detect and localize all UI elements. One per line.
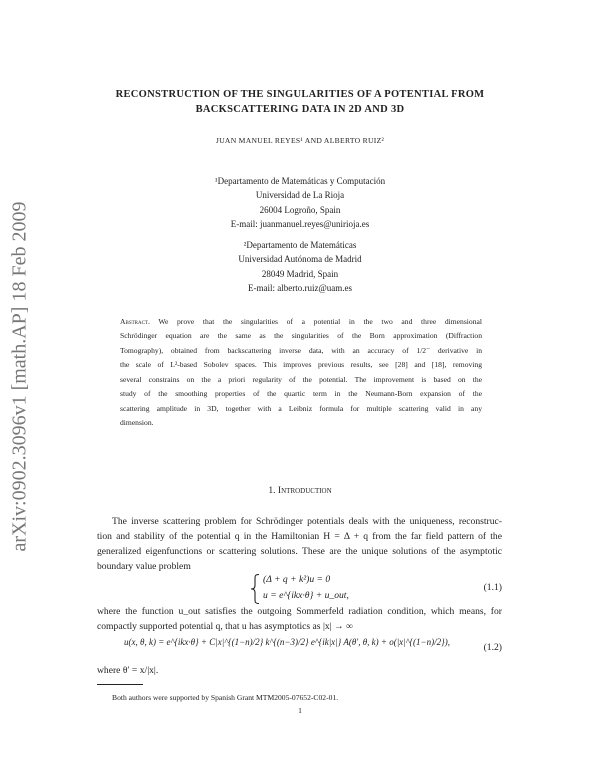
equation-number: (1.1) bbox=[483, 582, 502, 593]
body-line: compactly supported potential q, that u has asymptotics as |x| → ∞ bbox=[97, 621, 353, 632]
equation-brace bbox=[250, 574, 260, 604]
footnote-rule bbox=[97, 684, 143, 685]
abstract-line: Schrödinger equation are the same as the singularities of the Born approximation (Diffraction bbox=[120, 331, 482, 340]
abstract-line: dimension. bbox=[120, 418, 154, 427]
arxiv-stamp: arXiv:0902.3096v1 [math.AP] 18 Feb 2009 bbox=[8, 201, 31, 552]
affiliation-2-email: E-mail: alberto.ruiz@uam.es bbox=[247, 282, 352, 293]
affiliation-2-line: ²Departamento de Matemáticas bbox=[243, 240, 357, 250]
body-line: boundary value problem bbox=[97, 561, 191, 572]
authors: JUAN MANUEL REYES¹ AND ALBERTO RUIZ² bbox=[215, 136, 385, 145]
affiliation-2-line: 28049 Madrid, Spain bbox=[261, 268, 339, 279]
affiliation-1-line: Universidad de La Rioja bbox=[255, 190, 345, 201]
page-number: 1 bbox=[298, 706, 302, 715]
affiliation-1 bbox=[0, 174, 600, 231]
body-line: where the function u_out satisfies the outgoing Sommerfeld radiation condition, which means, for bbox=[97, 606, 502, 617]
body-line: tion and stability of the potential q in the Hamiltonian H = Δ + q from the far field pattern of the bbox=[97, 531, 502, 542]
abstract-line: the scale of L²-based Sobolev spaces. This improves previous results, see [28] and [18], removing bbox=[120, 360, 482, 369]
equation-number: (1.2) bbox=[483, 642, 502, 653]
abstract-label: Abstract. bbox=[120, 317, 150, 326]
section-heading: 1. Introduction bbox=[268, 485, 332, 496]
abstract-text: We prove that the singularities of a potential in the two and three dimensional bbox=[158, 317, 482, 326]
affiliation-1-line: ¹Departamento de Matemáticas y Computación bbox=[214, 176, 386, 186]
abstract-line: Tomography), obtained from backscattering inverse data, with an accuracy of 1/2⁻ derivative in bbox=[120, 346, 482, 355]
body-line: generalized eigenfunctions or scattering solutions. These are the unique solutions of the asymptotic bbox=[97, 546, 502, 557]
equation-1-line: u = e^{ikx·θ} + u_out, bbox=[263, 590, 349, 601]
abstract-line: scattering amplitude in 3D, together with a Leibniz formula for multiple scattering valid in any bbox=[120, 404, 482, 413]
affiliation-2 bbox=[0, 238, 600, 295]
abstract-line: several constrains on the a priori regularity of the potential. The improvement is based on the bbox=[120, 375, 482, 384]
body-line: The inverse scattering problem for Schrödinger potentials deals with the uniqueness, reconstruc- bbox=[112, 516, 502, 527]
body-line: where θ′ = x/|x|. bbox=[97, 665, 159, 676]
footnote: Both authors were supported by Spanish Grant MTM2005-07652-C02-01. bbox=[112, 693, 339, 702]
title-line-2: BACKSCATTERING DATA IN 2D AND 3D bbox=[195, 104, 405, 115]
abstract-line: study of the smoothing properties of the quartic term in the Neumann-Born expansion of the bbox=[120, 389, 482, 398]
affiliation-1-line: 26004 Logroño, Spain bbox=[259, 204, 341, 215]
affiliation-2-line: Universidad Autónoma de Madrid bbox=[238, 254, 362, 265]
equation-1-line: (Δ + q + k²)u = 0 bbox=[263, 574, 331, 585]
title-line-1: RECONSTRUCTION OF THE SINGULARITIES OF A POTENTIAL FROM bbox=[115, 89, 485, 100]
abstract-line bbox=[120, 317, 482, 326]
equation-2: u(x, θ, k) = e^{ikx·θ} + C|x|^{(1−n)/2} k^{(n−3)/2} e^{ik|x|} A(θ′, θ, k) + o(|x|^{(1−n)/2}), bbox=[124, 637, 450, 647]
affiliation-1-email: E-mail: juanmanuel.reyes@unirioja.es bbox=[230, 218, 370, 229]
